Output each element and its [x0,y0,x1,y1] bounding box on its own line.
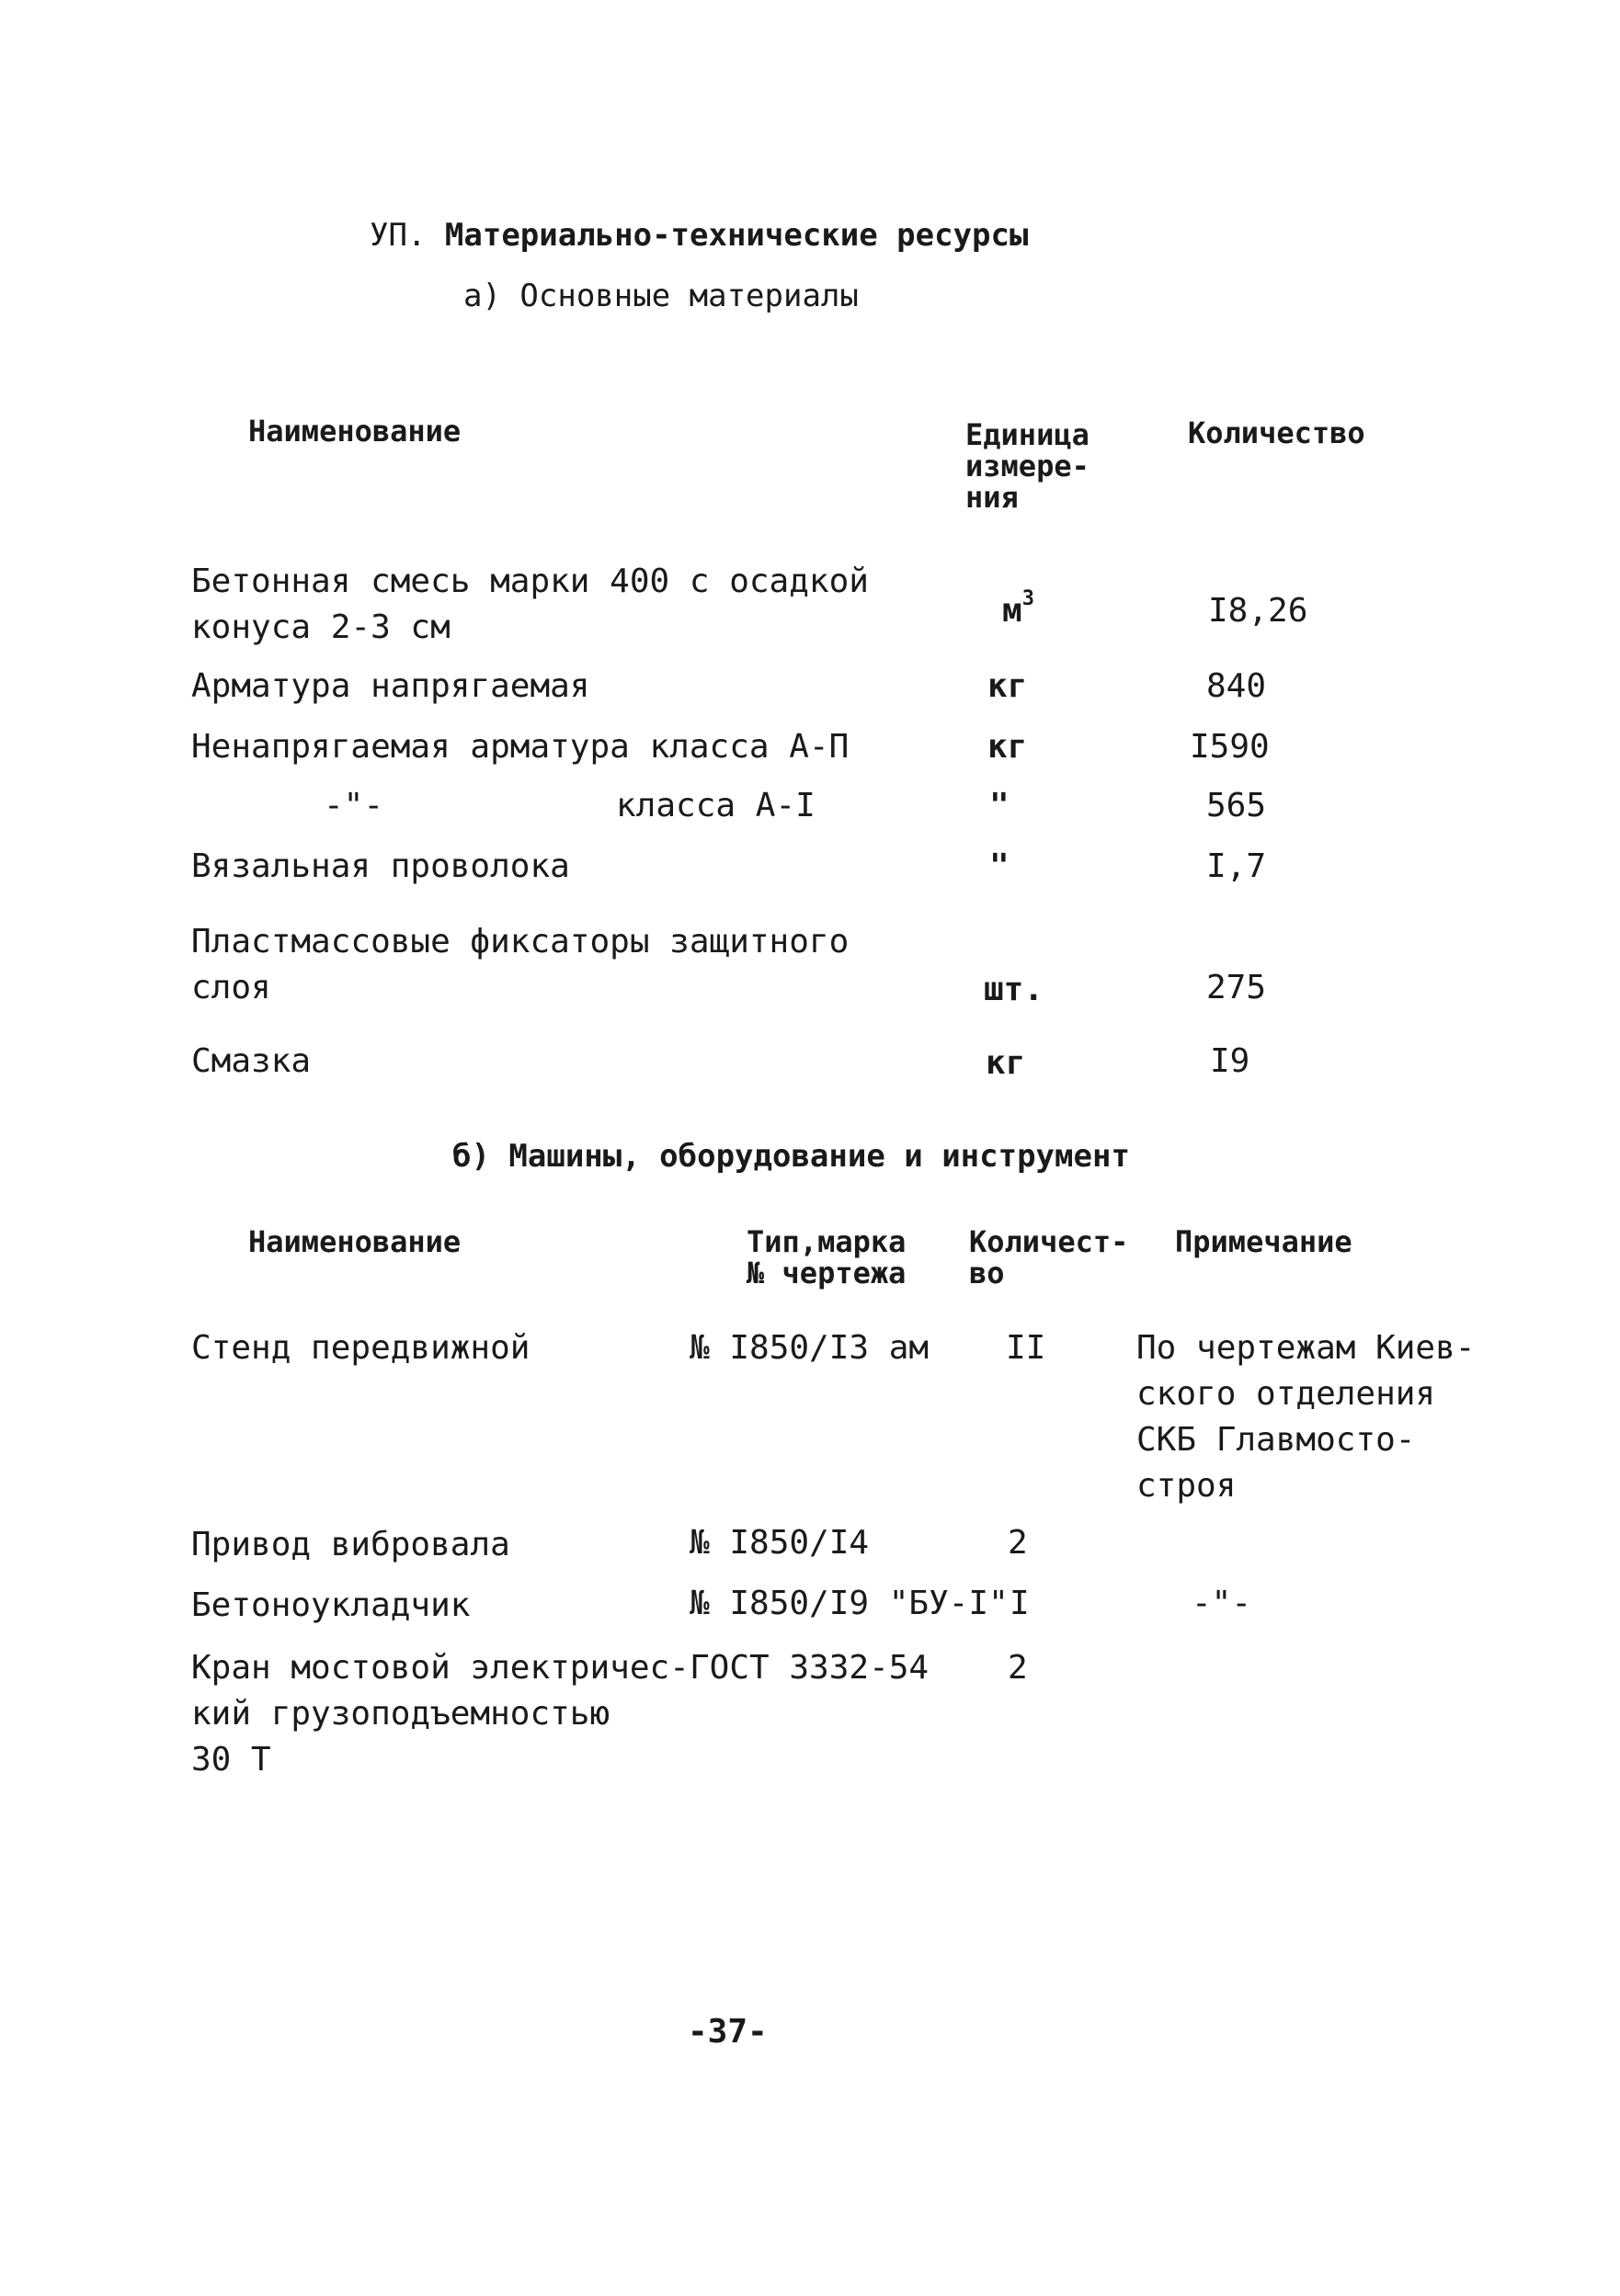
machines-header-name: Наименование [248,1224,462,1259]
material-unit-2: кг [987,728,1028,766]
materials-header-name: Наименование [248,414,462,449]
machine-type-0: № I850/I3 ам [690,1329,930,1367]
material-name-1: Арматура напрягаемая [191,667,590,705]
material-unit-1: кг [987,667,1028,705]
material-qty-0: I8,26 [1208,592,1308,630]
machine-qty-2: I [1010,1585,1030,1622]
page-number: -37- [688,2013,768,2051]
material-unit-4: " [989,847,1010,885]
material-qty-6: I9 [1210,1042,1250,1080]
machines-header-note: Примечание [1175,1224,1352,1259]
material-qty-3: 565 [1206,787,1267,824]
material-name-2: Ненапрягаемая арматура класса А-П [191,728,850,766]
material-unit-0-sup: 3 [1021,587,1034,610]
section-title-prefix: УП. [370,217,427,254]
machine-type-2: № I850/I9 "БУ-I" [690,1585,1009,1622]
subtitle-materials: а) Основные материалы [463,278,859,314]
machine-name-2: Бетоноукладчик [191,1586,471,1624]
material-ditto-3: -"- [324,787,384,824]
machine-name-1: Привод вибровала [191,1526,510,1563]
material-name-0: Бетонная смесь марки 400 с осадкой конуса 2-3 см [191,563,869,646]
materials-header-qty: Количество [1188,415,1365,450]
section-title-text: Материально-технические ресурсы [444,217,1029,254]
materials-header-unit: Единица измере- ния [965,417,1090,515]
subtitle-machines: б) Машины, оборудование и инструмент [452,1138,1130,1175]
material-qty-4: I,7 [1206,847,1267,885]
machine-note-0: По чертежам Киев- ского отделения СКБ Главмосто- строя [1136,1329,1476,1505]
machines-header-type: Тип,марка № чертежа [747,1224,907,1290]
machine-qty-0: II [1006,1329,1046,1367]
material-unit-6: кг [986,1044,1026,1082]
material-unit-5: шт. [984,971,1044,1008]
material-qty-5: 275 [1206,969,1267,1006]
section-title [370,217,1028,254]
machine-note-2: -"- [1192,1585,1252,1622]
material-qty-1: 840 [1206,667,1267,705]
material-name-6: Смазка [191,1042,312,1080]
machine-type-1: № I850/I4 [690,1524,870,1562]
material-unit-0-base: м [1002,592,1022,630]
material-name-5: Пластмассовые фиксаторы защитного слоя [191,923,850,1006]
machine-name-0: Стенд передвижной [191,1329,530,1367]
machine-qty-1: 2 [1008,1524,1028,1562]
machine-type-3: ГОСТ 3332-54 [690,1649,930,1687]
machine-qty-3: 2 [1008,1649,1028,1687]
material-unit-3: " [989,787,1010,824]
machine-name-3: Кран мостовой электричес- кий грузоподъемностью 30 Т [191,1649,690,1779]
material-qty-2: I590 [1190,728,1270,766]
material-unit-0 [1002,588,1034,634]
machines-header-qty: Количест- во [969,1224,1129,1290]
material-name-3: класса А-I [616,787,816,824]
material-name-4: Вязальная проволока [191,847,570,885]
